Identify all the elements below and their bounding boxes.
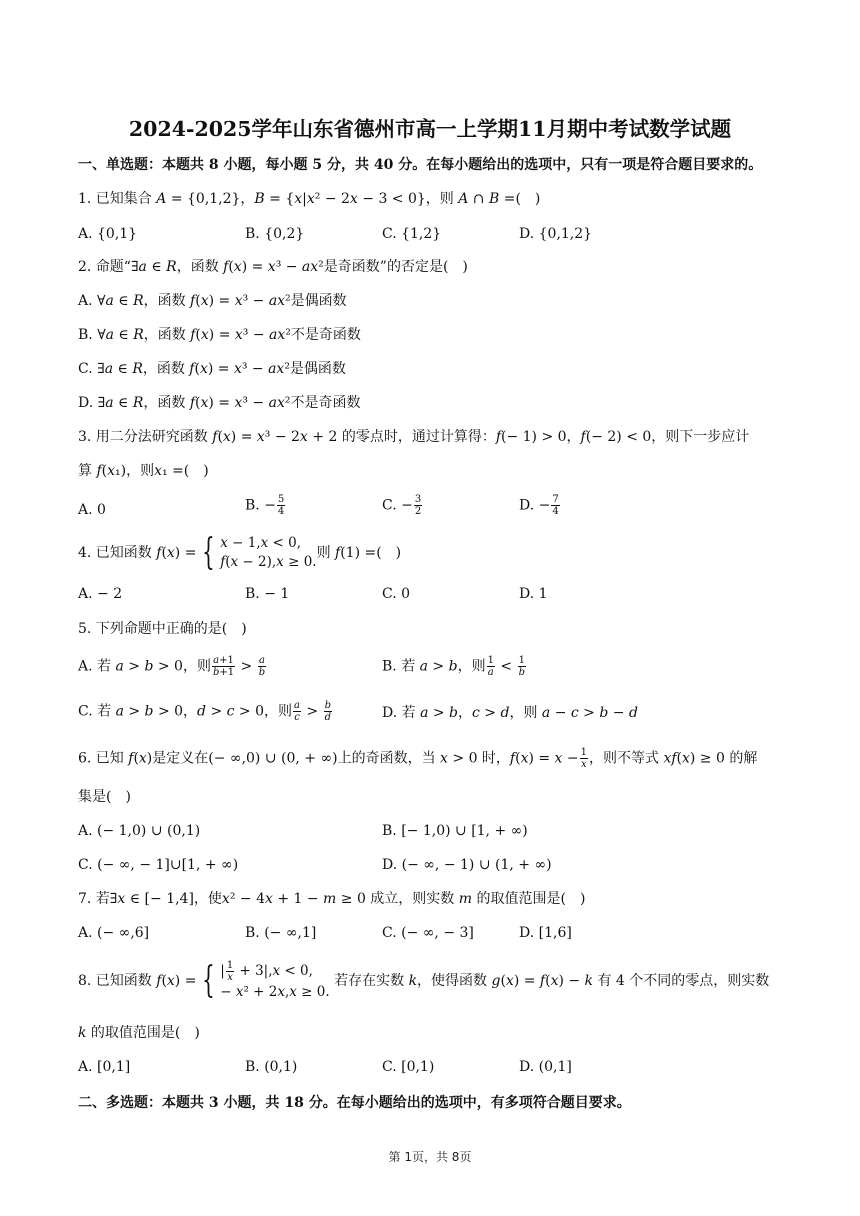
question-3-stem-line2: 算 𝑓(𝑥₁)，则𝑥₁ =( ) (78, 463, 209, 479)
question-8-stem (78, 960, 769, 1002)
question-2-stem: 2. 命题“∃𝑎 ∈ 𝑅，函数 𝑓(𝑥) = 𝑥³ − 𝑎𝑥²是奇函数”的否定是( ) (78, 259, 468, 275)
q2-option-a: A. ∀𝑎 ∈ 𝑅，函数 𝑓(𝑥) = 𝑥³ − 𝑎𝑥²是偶函数 (78, 293, 347, 309)
q4-case-1: 𝑥 − 1,𝑥 < 0, (220, 535, 302, 551)
q3-option-c-fraction: $\frac{3}{2}$ (414, 494, 422, 517)
q4-stem-suffix: 则 𝑓(1) =( ) (316, 545, 402, 561)
q4-piecewise-cases (220, 534, 316, 572)
q8-option-d: D. (0,1] (519, 1059, 572, 1075)
q7-option-c: C. (− ∞, − 3] (382, 925, 474, 941)
q7-option-d: D. [1,6] (519, 925, 572, 941)
left-brace-icon: { (202, 532, 215, 573)
q8-option-c: C. [0,1) (382, 1059, 435, 1075)
q6-option-b: B. [− 1,0) ∪ [1, + ∞) (382, 823, 528, 839)
q2-option-c: C. ∃𝑎 ∈ 𝑅，函数 𝑓(𝑥) = 𝑥³ − 𝑎𝑥²是偶函数 (78, 361, 346, 377)
question-7-stem: 7. 若∃𝑥 ∈ [− 1,4]，使𝑥² − 4𝑥 + 1 − 𝑚 ≥ 0 成立，则实数 𝑚 的取值范围是( ) (78, 891, 586, 907)
question-6-stem-line2: 集是( ) (78, 789, 131, 805)
q5-option-b: B. 若 𝑎 > 𝑏，则 $\frac{1}{\text{𝑎}}$ < $\frac{1}{\text{𝑏}}$ (382, 655, 525, 678)
q8-stem-suffix: 若存在实数 𝑘，使得函数 𝑔(𝑥) = 𝑓(𝑥) − 𝑘 有 4 个不同的零点，则实数 (334, 973, 770, 989)
q4-case-2: 𝑓(𝑥 − 2),𝑥 ≥ 0. (220, 554, 317, 570)
q4-stem-prefix: 4. 已知函数 𝑓(𝑥) = (78, 545, 197, 561)
q5-option-c: C. 若 𝑎 > 𝑏 > 0，𝑑 > 𝑐 > 0，则 $\frac{\text{𝑎}}{\text{𝑐}}$ > $\frac{\text{𝑏}}{\text{𝑑}}$ (78, 700, 332, 723)
q3-option-a: A. 0 (78, 502, 106, 518)
q8-stem-prefix: 8. 已知函数 𝑓(𝑥) = (78, 973, 197, 989)
q7-option-b: B. (− ∞,1] (245, 925, 317, 941)
q7-option-a: A. (− ∞,6] (78, 925, 150, 941)
q3-option-d-label: D. − (519, 497, 551, 514)
q3-option-b-fraction: $\frac{5}{4}$ (277, 494, 285, 517)
q6-option-d: D. (− ∞, − 1) ∪ (1, + ∞) (382, 857, 552, 873)
q1-option-d: D. {0,1,2} (519, 226, 593, 242)
question-3-stem-line1: 3. 用二分法研究函数 𝑓(𝑥) = 𝑥³ − 2𝑥 + 2 的零点时，通过计算得：𝑓(− 1) > 0，𝑓(− 2) < 0，则下一步应计 (78, 429, 750, 445)
q1-option-b: B. {0,2} (245, 226, 305, 242)
question-8-stem-line2: 𝑘 的取值范围是( ) (78, 1025, 200, 1041)
section-2-heading: 二、多选题：本题共 3 小题，共 18 分。在每小题给出的选项中，有多项符合题目要求。 (78, 1095, 631, 1111)
q3-option-b-label: B. − (245, 497, 276, 514)
q3-option-d (519, 494, 561, 517)
q5-option-a: A. 若 𝑎 > 𝑏 > 0，则 $\frac{\text{𝑎+1}}{\text{𝑏+1}}$ > $\frac{\text{𝑎}}{\text{𝑏}}$ (78, 655, 266, 678)
question-4-stem (78, 534, 401, 572)
q3-option-d-fraction: $\frac{7}{4}$ (552, 494, 559, 517)
q8-case-2: − 𝑥² + 2𝑥,𝑥 ≥ 0. (220, 984, 330, 1000)
q1-option-c: C. {1,2} (382, 226, 442, 242)
question-5-stem: 5. 下列命题中正确的是( ) (78, 621, 247, 637)
q4-option-d: D. 1 (519, 586, 548, 602)
q8-option-a: A. [0,1] (78, 1059, 131, 1075)
q2-option-d: D. ∃𝑎 ∈ 𝑅，函数 𝑓(𝑥) = 𝑥³ − 𝑎𝑥²不是奇函数 (78, 395, 361, 411)
section-1-heading: 一、单选题：本题共 8 小题，每小题 5 分，共 40 分。在每小题给出的选项中，只有一项是符合题目要求的。 (78, 157, 763, 173)
question-6-stem-line1: 6. 已知 𝑓(𝑥)是定义在(− ∞,0) ∪ (0, + ∞)上的奇函数，当 𝑥 > 0 时，𝑓(𝑥) = 𝑥 − $\frac{1}{\text{𝑥}}$ ，则不等式 𝑥𝑓(𝑥) ≥ 0 的解 (78, 747, 758, 770)
q3-option-b (245, 494, 286, 517)
question-1-stem: 1. 已知集合 𝐴 = {0,1,2}，𝐵 = {𝑥|𝑥² − 2𝑥 − 3 < 0}，则 𝐴 ∩ 𝐵 =( ) (78, 191, 541, 207)
q8-option-b: B. (0,1) (245, 1059, 298, 1075)
q2-option-b: B. ∀𝑎 ∈ 𝑅，函数 𝑓(𝑥) = 𝑥³ − 𝑎𝑥²不是奇函数 (78, 327, 361, 343)
q3-option-c (382, 494, 423, 517)
q4-option-c: C. 0 (382, 586, 411, 602)
q5-option-d: D. 若 𝑎 > 𝑏，𝑐 > 𝑑，则 𝑎 − 𝑐 > 𝑏 − 𝑑 (382, 705, 638, 721)
q8-piecewise-cases: | $\frac{1}{\text{𝑥}}$ + 3|,𝑥 < 0, − 𝑥² + 2𝑥,𝑥 ≥ 0. (220, 960, 330, 1000)
q4-option-a: A. − 2 (78, 586, 123, 602)
page-title: 2024-2025学年山东省德州市高一上学期11月期中考试数学试题 (128, 117, 732, 141)
q6-option-c: C. (− ∞, − 1]∪[1, + ∞) (78, 857, 239, 873)
q4-option-b: B. − 1 (245, 586, 290, 602)
page-footer: 第 1页，共 8页 (388, 1150, 472, 1164)
q6-option-a: A. (− 1,0) ∪ (0,1) (78, 823, 201, 839)
q1-option-a: A. {0,1} (78, 226, 138, 242)
q3-option-c-label: C. − (382, 497, 413, 514)
left-brace-icon: { (202, 960, 215, 1001)
